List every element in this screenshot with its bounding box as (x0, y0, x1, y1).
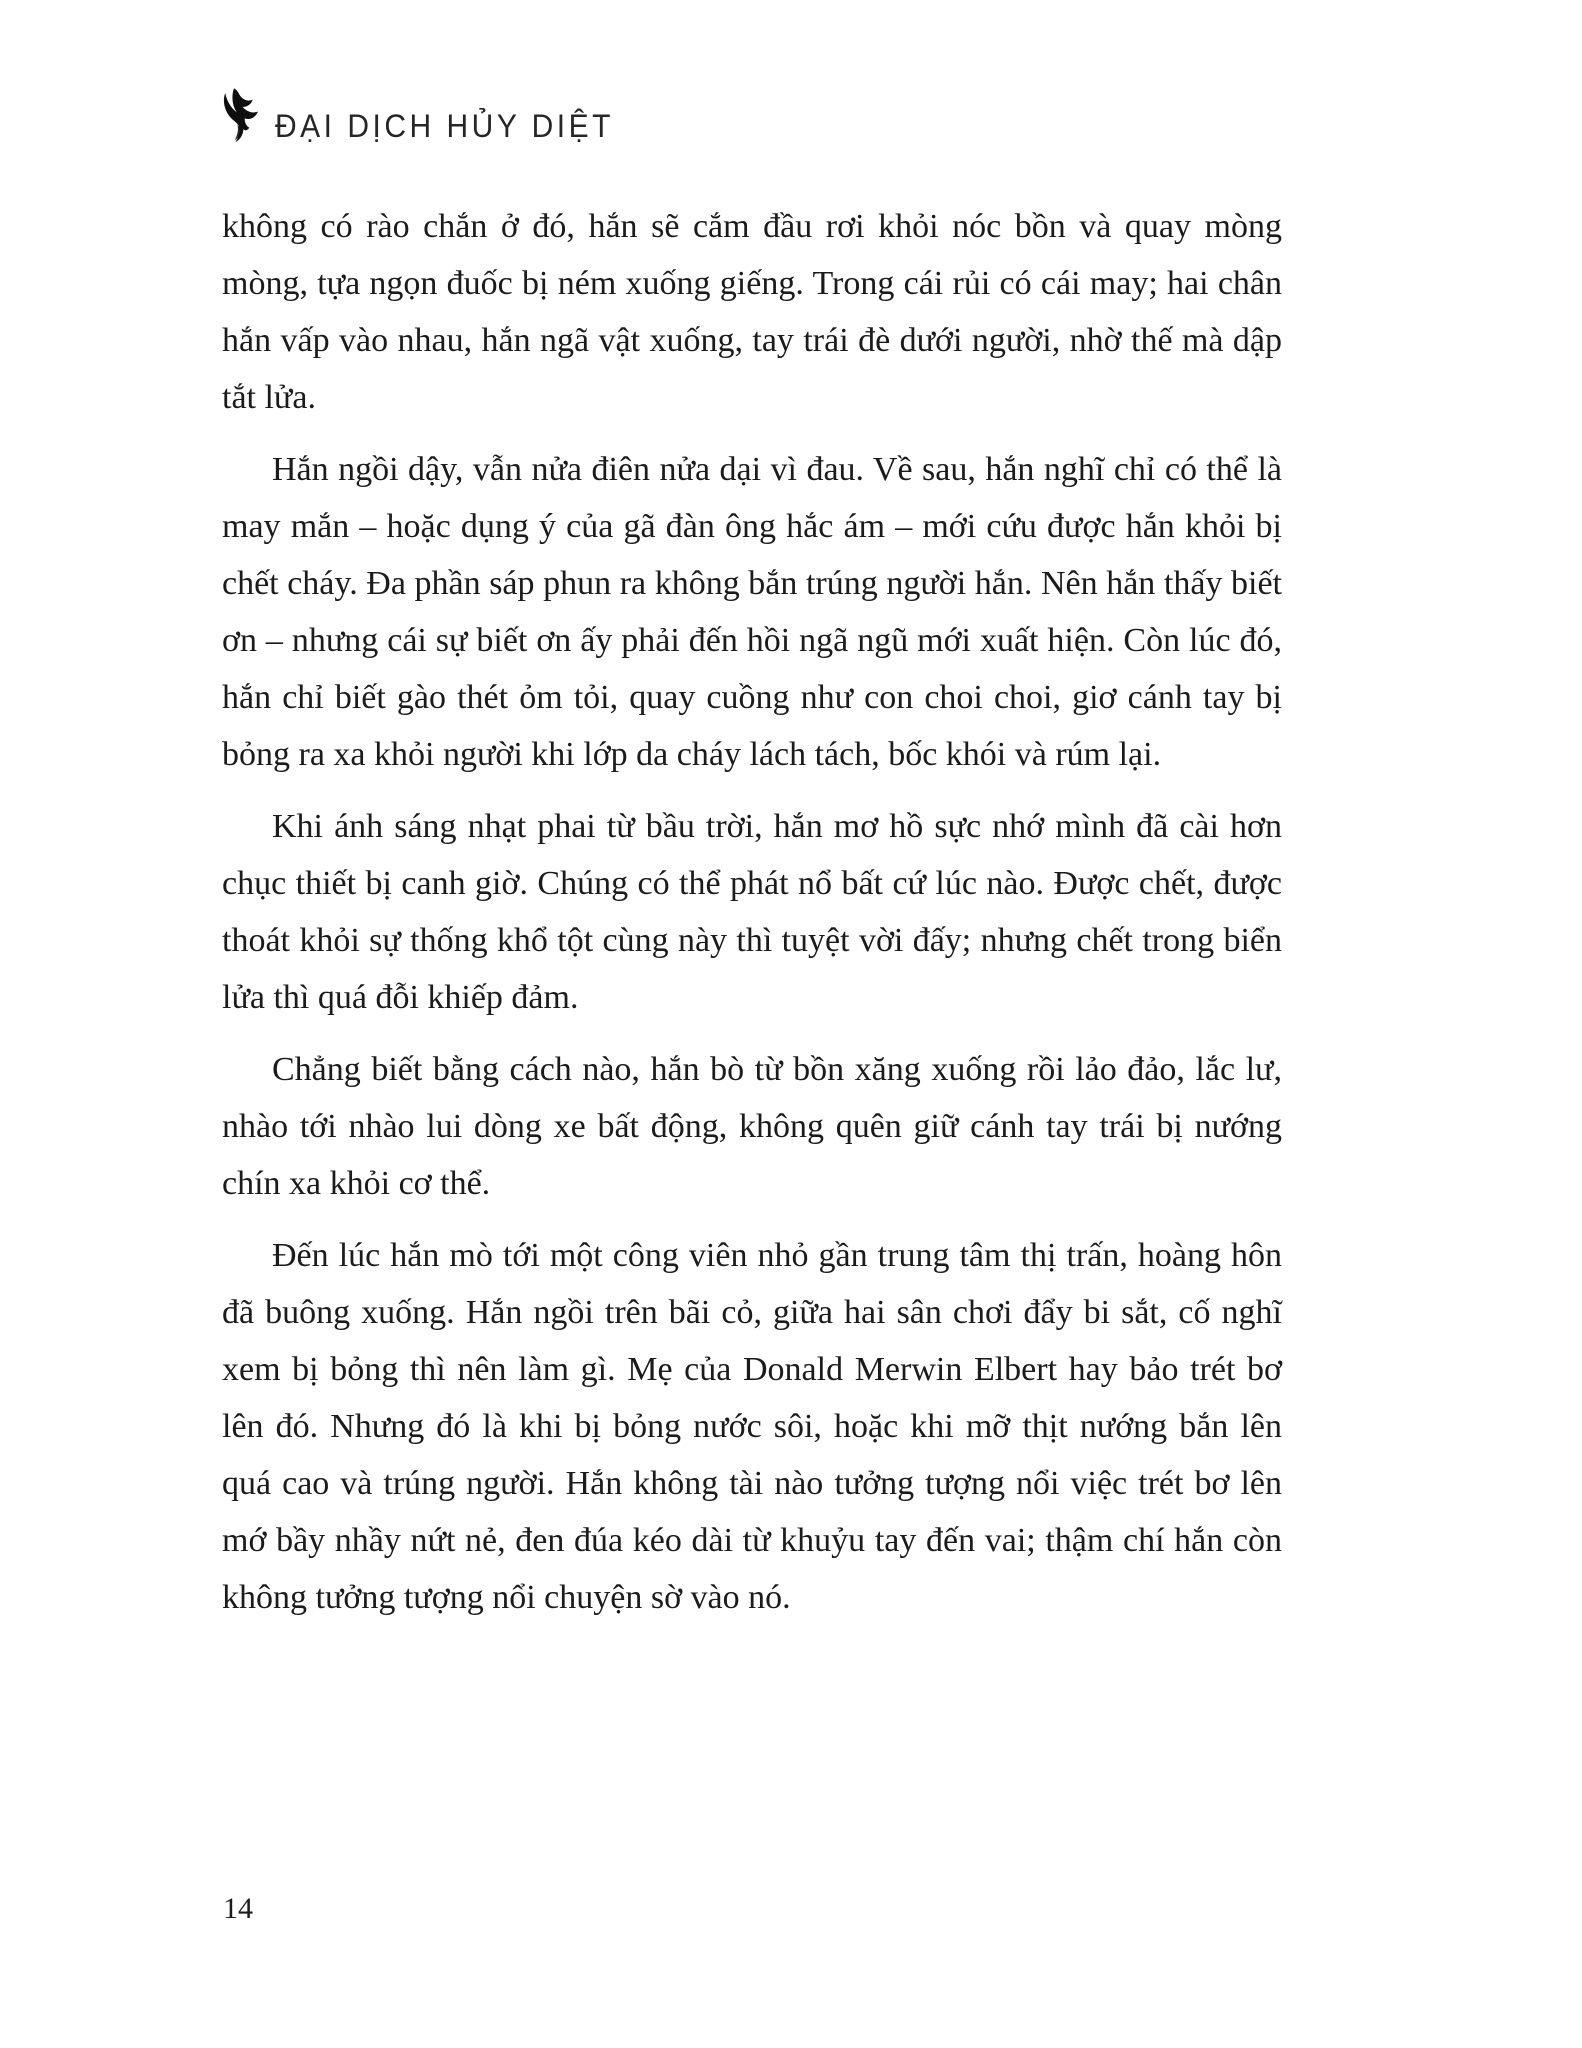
paragraph: Đến lúc hắn mò tới một công viên nhỏ gần trung tâm thị trấn, hoàng hôn đã buông xuống. Hắn ngồi trên bãi cỏ, giữa hai sân chơi đẩy bi sắt, cố nghĩ xem bị bỏng thì nên làm gì. Mẹ của Donald Merwin Elbert hay bảo trét bơ lên đó. Nhưng đó là khi bị bỏng nước sôi, hoặc khi mỡ thịt nướng bắn lên quá cao và trúng người. Hắn không tài nào tưởng tượng nổi việc trét bơ lên mớ bầy nhầy nứt nẻ, đen đúa kéo dài từ khuỷu tay đến vai; thậm chí hắn còn không tưởng tượng nổi chuyện sờ vào nó. (222, 1237, 1282, 1616)
page-footer (223, 1892, 253, 1926)
paragraph: không có rào chắn ở đó, hắn sẽ cắm đầu rơi khỏi nóc bồn và quay mòng mòng, tựa ngọn đuốc bị ném xuống giếng. Trong cái rủi có cái may; hai chân hắn vấp vào nhau, hắn ngã vật xuống, tay trái đè dưới người, nhờ thế mà dập tắt lửa. (222, 208, 1282, 416)
paragraph: Chẳng biết bằng cách nào, hắn bò từ bồn xăng xuống rồi lảo đảo, lắc lư, nhào tới nhào lui dòng xe bất động, không quên giữ cánh tay trái bị nướng chín xa khỏi cơ thể. (222, 1051, 1282, 1202)
raven-icon (220, 86, 260, 148)
page-number: 14 (223, 1892, 253, 1925)
page-body (222, 198, 1282, 1641)
running-head-title: ĐẠI DỊCH HỦY DIỆT (275, 109, 614, 145)
paragraph: Khi ánh sáng nhạt phai từ bầu trời, hắn mơ hồ sực nhớ mình đã cài hơn chục thiết bị canh giờ. Chúng có thể phát nổ bất cứ lúc nào. Được chết, được thoát khỏi sự thống khổ tột cùng này thì tuyệt vời đấy; nhưng chết trong biển lửa thì quá đỗi khiếp đảm. (222, 808, 1282, 1016)
paragraph: Hắn ngồi dậy, vẫn nửa điên nửa dại vì đau. Về sau, hắn nghĩ chỉ có thể là may mắn – hoặc dụng ý của gã đàn ông hắc ám – mới cứu được hắn khỏi bị chết cháy. Đa phần sáp phun ra không bắn trúng người hắn. Nên hắn thấy biết ơn – nhưng cái sự biết ơn ấy phải đến hồi ngã ngũ mới xuất hiện. Còn lúc đó, hắn chỉ biết gào thét ỏm tỏi, quay cuồng như con choi choi, giơ cánh tay bị bỏng ra xa khỏi người khi lớp da cháy lách tách, bốc khói và rúm lại. (222, 451, 1282, 773)
page-header (220, 86, 614, 148)
